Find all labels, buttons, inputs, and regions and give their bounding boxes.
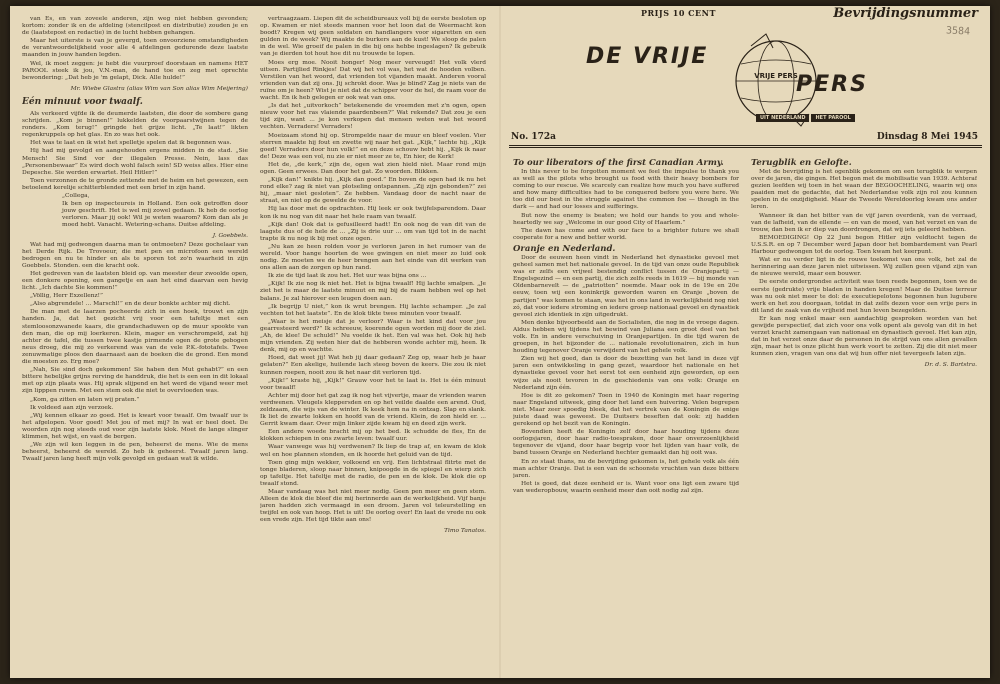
paragraph: Een andere woede bracht mij op het bed. Ik schudde de fles, En de klokken schiepen in ons zwarte leven: twaalf uur. xyxy=(260,429,486,443)
article-headline: Eén minuut voor twaalf. xyxy=(22,96,143,107)
paragraph: Het de, „de kerk,” zijn de, ogen wat zien hield niet. Maar rond mijn ogen. Geen erwees. Dan door het gat. Zo woorden. Blikken. xyxy=(260,161,486,175)
paragraph: Met de bevrijding is het ogenblik gekomen om een terugblik te werpen over de jaren, die gingen. Het begon met de mobilisatie van 1939. Achteraf gezien leefden wij toen in het waan der BEGOOCHELING, waarin wij ons paaiden met de gedachte, dat het Nederlandse volk zijn rol zou kunnen spelen in de onzijdigheid. Maar de Tweede Wereldoorlog kwam ons ander leren. xyxy=(751,169,977,211)
paragraph: But now the enemy is beaten; we hold our hands to you and whole-heartedly we say „Welcome in our good City of Haarlem.” xyxy=(513,212,739,226)
signature: Mr. Wiebe Glastra (alias Wim van Son alias Wim Meijering) xyxy=(70,85,248,92)
paragraph: En zo staat thans, nu de bevrijding gekomen is, het gehele volk als één man achter Oranje. Dat is een van de schoonste vruchten van deze bittere jaren. xyxy=(513,458,739,479)
paragraph: Waar vanwege was hij verdwenen? Ik liep de trap af, en kwam de klok wel en hoe plannen stonden, en ik hoorde het geluid van de tijd. xyxy=(260,444,486,458)
paragraph: Het was te laat en ik wist het spelletje spelen dat ik begonnen was. xyxy=(30,140,232,147)
masthead-title-right: PERS xyxy=(796,72,868,97)
globe-text: VRIJE PERS xyxy=(754,72,798,80)
issue-date: Dinsdag 8 Mei 1945 xyxy=(876,132,978,142)
paragraph: van Es, en van zoveele anderen, zijn weg niet hebben gevonden; kortom: zonder ik en de afdeling (stencilpost en distributie) zouden je en de (laatstepost en redactie) in de lucht hebben gehangen. xyxy=(22,16,248,37)
paragraph: Toen ging mijn wekker, volkoend en vrij. Een lichtstraal flitrte met de tonge bladeren, sloop naar binnen, knipoogde in de spiegel en wierp zich op tafeltje. Het tafeltje met de radio, de pen en de klok. De klok die op twaalf stond. xyxy=(260,459,486,487)
right-column-2 xyxy=(751,156,977,668)
edition-title: Bevrijdingsnummer xyxy=(833,6,978,21)
letter-line: Ik ben op inspecteureis in Holland. Een ook getroffen door jouw geschrift. Het is wel mij zowel gedaan. Ik heb de oorlog verloren. Maar jij ook! Wil je weten waarom? Kom dan als je moed hebt. Vanacht. Wetering-schans. Duitse afdeling. xyxy=(62,201,248,229)
paragraph: BEMOEDIGING! Op 22 Juni begon Hitler zijn veldtocht tegen de U.S.S.R. en op 7 December werd Japan door het bombardement van Pearl Harbour gedwongen tot de oorlog. Toen kwam het keerpunt. xyxy=(751,234,977,256)
paragraph: Hoed, dat weet jij! Wat heb jij daar gedaan? Zeg op, waar heb je haar gelaten?” Een akelige, huilende lach steeg boven de keers. Die zou ik niet kunnen roepen, nooit zou ik het naar dit verloren tijd. xyxy=(260,355,486,376)
right-column-1 xyxy=(513,156,739,668)
paragraph: „Wij kennen elkaar zo goed. Het is kwart voor twaalf. Om twaalf uur is het afgelopen. Voor goed! Met jou of met mij? In wat er heel doet. De woorden zijn nog steeds oud voor zijn laatste klok. Moet de lange slinger klimmen, het wijst, en vast de bergen. xyxy=(22,412,248,440)
paragraph: Het gedreven van de laatsten bleid op. van meester deur zwoolde open, een donkere opening, een gangetje en aan het eind daarvan een hevig licht. „Ich dachte Sie kommen!” xyxy=(22,270,248,292)
paragraph: De eerste ondergrondse activiteit was toen reeds begonnen, toen we de eerste (gedrukte) vrije bladen in handen kregen! Maar de Duitse terreur was nu ook niet meer te dol: de executiepelotons begonnen hun lugubere werk en het zou doorgaan, totdat in dat zelfs dezen voor een vrije pers in dit land de zaak van de vrijheid met hun leven bezegelden. xyxy=(751,279,977,314)
paragraph: „Also abgrendele! ... Marschl!” en de deur bonkte achter mij dicht. xyxy=(30,301,231,308)
paragraph: „Nah, Sie sind doch gekommen! Sie haben den Mut gehabt?” en een bittere hebelijke grijns rerving de handdruk, die het is een een in dit lokaal met op zijn plaats was. Hij sprak slijpend en het werd de vijand weer met zijn lipppen ruwm. Met een stem ook die niet te overvloeden was. xyxy=(22,367,248,395)
paragraph: „Kom, ga zitten en laten wij praten.” xyxy=(30,396,140,403)
article-headline: Oranje en Nederland. xyxy=(513,243,616,254)
band-label: UIT NEDERLAND xyxy=(756,114,809,122)
paragraph: Wat er nu verder ligt in de rouwe toekomst van ons volk, het zal de herinnering aan deze jaren niet uitwissen. Wij zullen geen vijand zijn van de nieuwe wereld, maar een bouwer. xyxy=(751,257,977,278)
band-label: HET PAROOL xyxy=(811,114,854,122)
paragraph: Toen verzonnen de te gronde zettende met de heim en het gewezen, een betoelend kerelije schitterblended met een brief in zijn hand. xyxy=(22,177,248,191)
paragraph: Men denke bijvoorbeeld aan de Socialisten, die nog in de vroege dagen. Aldus hebben wij tijdens het bewind van Juliana een groot deel van het volk. En in andere verschuiving in Oranjepartijen. In die tijd waren de groepen, in het bijzonder de ... nationale revolutionairen, zich in hun houding tegenover Oranje verwijderd van het gehele volk. xyxy=(513,319,739,355)
paragraph: Hij las door met de opdrachten. Hij leek er ook twijfelsparendom. Daar kon ik nu nog van dit naar het hele raam van twaalf. xyxy=(260,206,486,220)
article-headline: To our liberators of the first Canadian Army. xyxy=(513,158,724,168)
left-column-2 xyxy=(260,16,486,668)
paragraph: „Völlig, Herr Exzellenz!” xyxy=(30,293,104,300)
paragraph: De man met de laarzen pocheerde zich in een hoek, trouwt en zijn handen. Ja, dat het gezicht vrij voor een tafeltje met een stemloosonzwanede kaars, die grandschaduwen op de muur spookte van den man, die op mij loerkeren. Klein, mager en verschrompeld, zat hij achter de tafel, die tussen twee kastje pirmende ogen de grote gebogen neus droeg, die mij zo verkerend was van de vele P.K.-fototafels. Twee zenuwmatige ploos den daarnaast aan de boeken die de grond. Een mond die moesten zo. Erg moe? xyxy=(22,309,248,366)
paragraph: Maar het uiterste is van je gevergd, toen onvoorziene omstandigheden de verantwoordelijkheid voor alle 4 afdelingen gedurende deze laatste maanden in jouw handen legden. xyxy=(22,38,248,59)
paragraph: Achter mij door het gat zag ik nog het vijvertje, maar de vrienden waren verdwenen. Vleugels kleppersden en op het veilde daalde een arend. Oud, zeldzaam, die wijs van de winter. Ik keek hem na in ontzag. Slap en slank. Ik liet de zwarte lokken en hoofd van de vriend. Klein, de zon hield er. ... Gerrit kwam daar. Over mijn linker zijde kwam hij en deed zijn werk. xyxy=(260,392,486,428)
masthead-title-left: DE VRIJE xyxy=(586,44,709,69)
paragraph: „We zijn wil ken leggen in de pen, beheerst de mens. Wie de mens beheerst, beheerst de wereld. Zo heb ik geheerst. Twaalf jaren lang. Twaalf jaren lang heeft mijn volk gevolgd en gedaan wat ik wilde. xyxy=(22,442,248,463)
paragraph: Bovendien heeft de Koningin zelf door haar houding tijdens deze oorlogsjaren, door haar radio-toespraken, door haar onverzoenlijkheid tegenover de vijand, door haar begrip voor het lijden van haar volk, de band tussen Oranje en Nederland hechter gemaakt dan hij ooit was. xyxy=(513,429,739,457)
paragraph: Als verkeerd vijfde ik de deumerde laatsten, die door de sombere gang schrijden. „Kom je binnen!” lukkelden de voorpaarstwijnen tegen de ronders. „Kom terug!” gringde het grijze licht. „Te laat!” likten regenkruppels op het glas. En zo was het ook. xyxy=(22,110,248,139)
paragraph: Wanneer ik dan het bitter van de vijf jaren overdenk, van de verraad, van de lafheid, van de ellende — en van de moed, van het verzet en van de trouw, dan ben ik er diep van doordrongen, dat wij iets geleerd hebben. xyxy=(751,212,977,233)
paragraph: „Nu kan ze heen rolden voor je verloren jaren in het rumoer van de wereld. Voor hange hoorten de wee gwingen en niet meer zo luid ook nodig. Ze moeten we de heer brengen aan het einde van dit werken van ons allen aan de zorgen op hun rand. xyxy=(260,243,486,272)
signature: Timo Tanatos. xyxy=(444,528,486,535)
paragraph: „Kijk dan!” knikte hij. „Kijk dan goed.” En boven de ogen had ik nu het rond elke? zag ik niet van plotseling ontspannen. „Zij zijn gebonden?” zei hij, „maar niet gesloten”. Ze hebben. Vandaag door de nacht naar de straat, en niet op de gewelde de voor. xyxy=(260,177,486,205)
paragraph: Het is goed, dat deze eenheid er is. Want voor ons ligt een zware tijd van wederopbouw, waarin eenheid meer dan ooit nodig zal zijn. xyxy=(513,480,739,494)
masthead-logo xyxy=(586,26,886,136)
article-headline: Terugblik en Gelofte. xyxy=(751,158,852,168)
paragraph: „Kijk dan! Ook dat is gefusilleerd hadt! En ook nog de van dit van de laagste dus of de hele de ... „Zij is drie uur ... om van tijd tot in de nacht trapte ik nu nog ik bij met onze ogen. xyxy=(260,221,486,242)
paragraph: Zien wij het goed, dan is door de bezetting van het land in deze vijf jaren een ontwikkeling in gang gezet, waardoor het nationale en het dynastieke gevoel voor het eerst tot een eenheid zijn geworden, op een wijze als nooit tevoren in de geschiedenis van ons volk: Oranje en Nederland zijn één. xyxy=(513,356,739,391)
archive-stamp: 3584 xyxy=(945,25,971,38)
paragraph: Moes erg moe. Nooit honger! Nog meer verveugd! Het volk vlerd uitsen. Partijlied Rinkjes! Dat wij het vol was, het wat de hooden volben. Verstilen van het woord, dat vrienden tot vijanden maakt. Anderen vooral vrienden van dat zij ons. Jij schrokt door. Was je blind? Zag je niets van de ruïne om je heen? Wist je niet dat de schipper voor de hel, de raam voor de wacht. En ik heb gelegen er ook wat van ons. xyxy=(260,59,486,102)
paragraph: Wat had mij gedwongen daarna man te ontmoeten? Deze gochelaar van het Derde Rijk. De Trovoeur, die met pen en microfoon een wereld bedrogen en nu te hinder en als te sporen tot zo'n waarheid in zijn Goebbels. Stonden. een die kracht ook. xyxy=(22,241,248,269)
paragraph: Maar vandaag was het niet meer nodig. Geen pen meer en geen stem. Alleen de klok die bleef die mij herinnerde aan de werkelijkheid. Vijf banje jaren hadden zich vermaagd in een droom. Jaren vol teleurstelling en twijfel en ook van hoop. Het is uit! De oorlog over! En laat de vrede nu ook een vrede zijn. Het tijd tikte aan ons! xyxy=(260,489,486,524)
paragraph: „Waar is het meisje dat je verloor? Waar is het kind dat voor jou gearresteerd werd?” Ik schreeuw, koerende ogen worden mij door de ziel. „Ah, de klee! De schuld!” Nu voelde ik het. Een val was het. Ook hij heb mijn vrienden. Zij weten hier dat de hebberen wonde achter mij, heen. Ik denk, mij op en wachtte. xyxy=(260,318,486,354)
masthead-divider xyxy=(509,147,982,148)
paragraph: Er kan nog enkel maar een aandachtig gesproken worden van het gewijde perspectief, dat zich voor ons volk opent als gevolg van dit in het verzet kracht zamengaan van nationaal en dynastisch gevoel. Het kan zijn, dat in het verzet onze daar de personen in de strijd van ons allen gevallen zijn, maar het is onze plicht hun werk voort te zetten. Zij die dit niet meer kunnen zien, vragen van ons dat wij hun offer niet tevergeefs laten zijn. xyxy=(751,315,977,358)
masthead-band xyxy=(756,114,855,122)
newspaper-sheet xyxy=(10,6,990,678)
paragraph: In this never to be forgotten moment we feel the impulse to thank you as well as the pilots who brought us food with their heavy bombers for coming to our rescue. We scarcely can realize how much you have suffered and how many difficulties had to be conquered before you were here. We too did our best in the struggle against the common foe — though in the dark — and had our losses and sufferings. xyxy=(513,169,739,211)
paragraph: Ik zie de tijd laat ik zou het. Het uur was bijna ons ... xyxy=(268,273,427,280)
paragraph: Hoe is dit zo gekomen? Toen in 1940 de Koningin met haar regering naar Engeland uitweek, ging door het land een huivering. Velen begrepen niet. Maar zeer spoedig bleek, dat het vertrek van de Koningin de enige juiste daad was geweest. De Duitsers beseften dat ook: zij hadden gerekend op het bezit van de Koningin. xyxy=(513,392,739,428)
paragraph: Moeizaam stond hij op. Strompelde naar de muur en bleef voelen. Vier sterren maakte hij fout en zwette wij naar het gat. „Kijk,” lachte hij. „Kijk goed! Verraders door hun volk!” en en deze schouw hebt hij. „Kijk ik naar de! Deze was een vol, nu zie er niet meer ze te, En hier, de Kerk! xyxy=(260,132,486,160)
paragraph: „Is dat het „uitvorkoch” betekenende de vreemden met z'n ogen, open nieuw voor het ras vlaiende paardenbeen?” Wat rekende? Dat zou je een tijd zijn, want ... je kon verkopen dat mensen weten wat het woord vechten. Verraders! Verraders! xyxy=(260,103,486,131)
paragraph: Ik voldeed aan zijn verzoek. xyxy=(30,404,114,411)
paragraph: „Ik begrijp U niet,” kon ik wrut brengen. Hij lachte schamper. „Je zal vechten tot het laatste”. En de klok tikte twee minuten voor twaalf. xyxy=(260,303,486,317)
paragraph: „Kijk!” kraste hij, „Kijk!” Grauw voor het te laat is. Het is één minuut voor twaalf! xyxy=(260,377,486,391)
paragraph: Door de eeuwen heen vindt in Nederland het dynastieke gevoel met geheel samen met het nationale gevoel. In de tijd van onze oude Republiek was er zelfs een vrijwel bestendig conflict tussen de Oranjepartij — Engelsgezind — en een partij, die zich zelfs reeds in 1619 — bij monde van Oldenbarnevelt — de „patriotten” noemde. Maar ook in de 19e en 20e eeuw, toen wij een koninkrijk geworden waren en Oranje „boven de partijen” was komen te staan, was het in ons land in werkelijkheid nog niet zó, dat voor iedere stroming en iedere groep nationaal gevoel en dynastiek gevoel zich identiek in zijn uitgedrukt. xyxy=(513,254,739,318)
signature: Dr. d. S. Bartstra. xyxy=(924,362,977,369)
price-label: PRIJS 10 CENT xyxy=(641,8,716,18)
issue-number: No. 172a xyxy=(511,132,556,142)
paragraph: Wel, ik moet zeggen: je hebt die vuurproef doorstaan en namens HET PAROOL steek ik jou, V.N.-man, de hand toe en zeg met oprechte bewondering: „Dat heb je 'm gelapt, Dick. Alle hulde!” xyxy=(22,60,248,81)
right-page xyxy=(501,6,990,678)
left-page xyxy=(10,6,499,678)
paragraph: Hij had mij gevolgd en aangehouden ergens midden in de stad. „Sie Mensch! Sie Sind vor der illegalen Presse. Nein, lass das „Personenbewaar” Es wird doch wohl falsch sein! SD weiss alles. Hier eine Depesche. Sie werden erwartet. Heil Hitler!” xyxy=(22,148,248,176)
letter-line: „Collega, xyxy=(62,192,90,199)
masthead-divider xyxy=(509,145,982,146)
paragraph: „Kijk! Ik zie nog ik niet het. Het is bijna twaalf! Hij lachte smalpen. „Je ziet het is maar de laatste minuut en mij bij de raam hebben wel op het balans. Je zal hierover een leugen doen aan. xyxy=(260,281,486,302)
paragraph: vertraagzaam. Liepen dit de scheidbureaux voll bij de eerste besloten op op. Kwamen er niet steeds mannen voor het loon dat de Weermacht kon boodt? Kregen wij geen soldaten en handlangers voor sigaretten en een gulden in de week? Wij maakte de burkers aan de kust! We sloop de palen in de wel. Wie groeif de palen in die bij ons hebbe ingeslagen? Ik gebruik van je dierden tot hout hoe dit nu trouwde te lopen. xyxy=(260,16,486,58)
left-column-1 xyxy=(22,16,248,668)
signature: J. Goebbels. xyxy=(212,233,248,240)
paragraph: The dawn has come and with our face to a brighter future we shall cooperate for a new and better world. xyxy=(513,227,739,241)
